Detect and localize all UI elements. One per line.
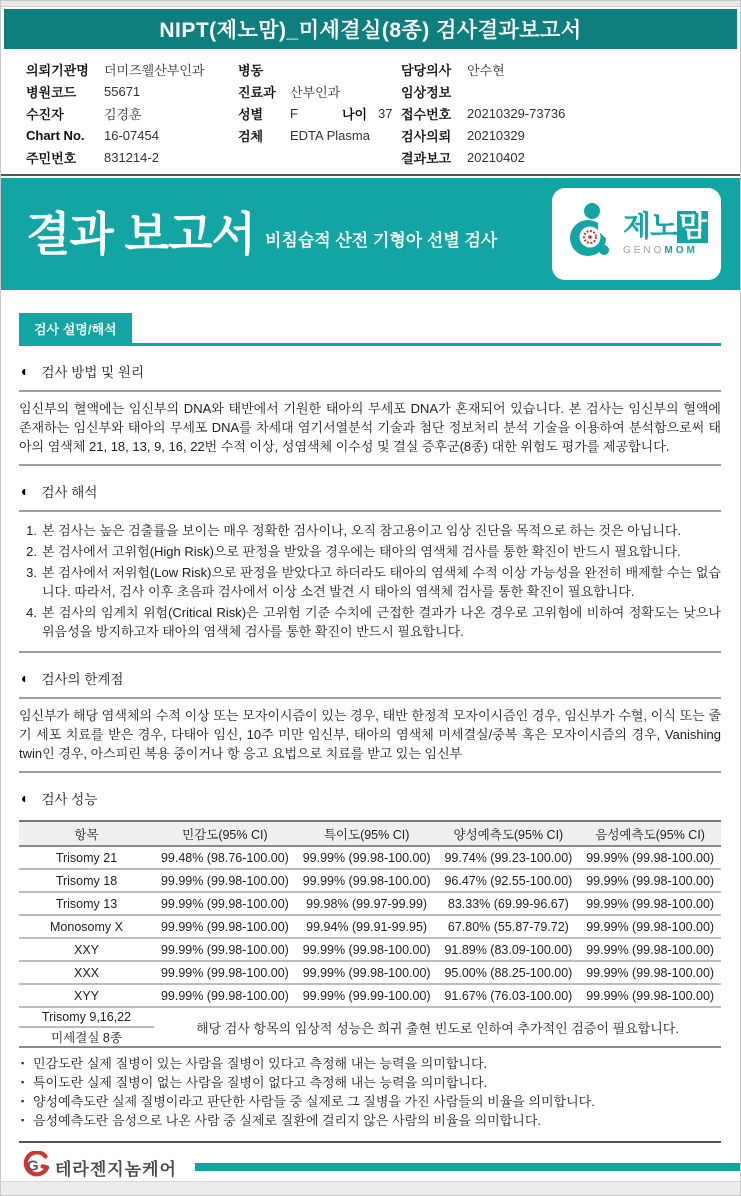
banner-subtitle: 비침습적 산전 기형아 선별 검사 <box>264 231 498 250</box>
footnote-text: 음성예측도란 음성으로 나온 사람 중 실제로 질환에 걸리지 않은 사람의 비율을 의미합니다. <box>33 1113 541 1128</box>
field-label: 수진자 <box>26 106 64 122</box>
footer-row <box>19 1153 740 1181</box>
section-method <box>19 361 721 466</box>
field-specimen <box>238 124 401 146</box>
table-cell: Trisomy 13 <box>19 892 154 915</box>
method-body: 임신부의 혈액에는 임신부의 DNA와 태반에서 기원한 태아의 무세포 DNA가 혼재되어 있습니다. 본 검사는 임신부의 혈액에 존재하는 임신부와 태아의 무세포 DNA를 차세대 염기서열분석 기술과 첨단 정보처리 분석 기술을 이용하여 분석함으로써 태아의 염색체 21, 18, 13, 9, 16, 22번 수적 이상, 성염색체 이수성 및 결실 증후군(8종) 대한 위험도 평가를 제공합니다. <box>19 401 721 454</box>
field-value: 더미즈웰산부인과 <box>104 62 205 78</box>
table-cell: XYY <box>19 984 154 1007</box>
table-cell: 99.99% (99.98-100.00) <box>296 961 438 984</box>
genomom-logo-inner <box>565 201 708 268</box>
table-row <box>19 869 721 892</box>
patient-info-col1 <box>26 58 238 168</box>
table-cell: 99.99% (99.98-100.00) <box>579 961 721 984</box>
table-cell: XXY <box>19 938 154 961</box>
table-cell: 67.80% (55.87-79.72) <box>438 915 580 938</box>
report-title: NIPT(제노맘)_미세결실(8종) 검사결과보고서 <box>159 19 582 42</box>
column-header: 음성예측도(95% CI) <box>579 821 721 846</box>
section-limitations <box>19 668 721 773</box>
field-label: 나이 <box>342 106 368 122</box>
half-circle-bullet-icon: ◐ <box>21 483 30 499</box>
table-cell: Trisomy 18 <box>19 869 154 892</box>
footnote <box>21 1111 721 1130</box>
banner-title: 결과 보고서 <box>26 208 255 260</box>
square-bullet-icon: ▪ <box>21 1077 25 1087</box>
field-label: 진료과 <box>238 84 276 100</box>
genomom-korean <box>622 210 708 243</box>
column-header: 양성예측도(95% CI) <box>438 821 580 846</box>
table-cell: 99.99% (99.98-100.00) <box>154 892 296 915</box>
result-banner <box>1 178 740 290</box>
table-cell: 99.99% (99.98-100.00) <box>296 938 438 961</box>
table-cell: 99.94% (99.91-99.95) <box>296 915 438 938</box>
list-item <box>19 603 721 641</box>
table-row <box>19 892 721 915</box>
field-label: 성별 <box>238 106 264 122</box>
field-patient-name <box>26 102 238 124</box>
half-circle-bullet-icon: ◐ <box>21 790 30 806</box>
field-sex-age <box>238 102 401 124</box>
table-cell: 99.99% (99.98-100.00) <box>154 961 296 984</box>
field-value: 55671 <box>104 83 141 99</box>
field-label: 주민번호 <box>26 150 77 166</box>
table-cell: 99.48% (98.76-100.00) <box>154 846 296 869</box>
table-cell: 96.47% (92.55-100.00) <box>438 869 580 892</box>
field-clinical-info <box>401 80 731 102</box>
field-label: 접수번호 <box>401 106 452 122</box>
field-resident-id <box>26 146 238 168</box>
field-value: 20210402 <box>467 149 525 165</box>
table-row <box>19 846 721 869</box>
table-cell: 83.33% (69.99-96.67) <box>438 892 580 915</box>
field-ward <box>238 58 401 80</box>
table-cell: 99.99% (99.98-100.00) <box>579 869 721 892</box>
field-label: 병원코드 <box>26 84 77 100</box>
table-row-special <box>19 1007 721 1027</box>
footnote <box>21 1092 721 1111</box>
field-value: 산부인과 <box>290 84 341 100</box>
patient-info <box>1 49 740 174</box>
limitations-body: 임신부가 해당 염색체의 수적 이상 또는 모자이시즘이 있는 경우, 태반 한정적 모자이시즘인 경우, 임신부가 수혈, 이식 또는 줄기 세포 치료를 받은 경우, 다태아 임신, 10주 미만 임신부, 태아의 염색체 미세결실/중복 혹은 모자이시즘의 경우, Vanishing twin인 경우, 아스피린 복용 중이거나 항 응고 요법으로 치료를 받고 있는 임신부 <box>19 708 721 761</box>
field-label: 의뢰기관명 <box>26 62 89 78</box>
field-accession-no <box>401 102 731 124</box>
theragen-g-icon <box>19 1151 49 1183</box>
limitations-body-block <box>19 697 721 773</box>
performance-table <box>19 820 721 1048</box>
field-value: 20210329 <box>467 127 525 143</box>
field-label: 검체 <box>238 128 264 144</box>
genomom-kr-suffix: 맘 <box>679 210 707 243</box>
field-label: 담당의사 <box>401 62 452 78</box>
patient-info-col2 <box>238 58 401 168</box>
section-title: 검사 해석 <box>41 485 98 500</box>
table-cell: 95.00% (88.25-100.00) <box>438 961 580 984</box>
table-cell: Monosomy X <box>19 915 154 938</box>
field-label: 검사의뢰 <box>401 128 452 144</box>
field-value: 37 <box>378 105 393 121</box>
section-tab: 검사 설명/해석 <box>19 313 132 343</box>
theragen-logo <box>19 1151 177 1183</box>
table-cell: 99.99% (99.98-100.00) <box>296 846 438 869</box>
table-cell: 99.99% (99.98-100.00) <box>579 915 721 938</box>
table-row <box>19 915 721 938</box>
list-item-number: 3. <box>26 565 37 580</box>
patient-info-col3 <box>401 58 731 168</box>
genomom-en-prefix: GENO <box>622 244 665 256</box>
list-item <box>19 542 721 561</box>
field-value: 16-07454 <box>104 127 159 143</box>
section-title: 검사의 한계점 <box>41 672 124 687</box>
report-title-bar <box>4 9 737 49</box>
divider <box>1 174 740 176</box>
column-header: 특이도(95% CI) <box>296 821 438 846</box>
interpretation-list-block <box>19 510 721 653</box>
genomom-english <box>623 245 708 256</box>
list-item-text: 본 검사의 임계치 위험(Critical Risk)은 고위험 기준 수치에 근접한 결과가 나온 경우로 고위험에 비하여 정확도는 낮으나 위음성을 방지하고자 태아의 염색체 검사를 통한 확진이 반드시 필요합니다. <box>42 605 721 639</box>
section-performance <box>19 788 721 1048</box>
field-doctor <box>401 58 731 80</box>
table-cell: 미세결실 8종 <box>19 1027 154 1047</box>
table-special-note: 해당 검사 항목의 임상적 성능은 희귀 출현 빈도로 인하여 추가적인 검증이 필요합니다. <box>154 1007 721 1047</box>
list-item-text: 본 검사는 높은 검출률을 보이는 매우 정확한 검사이나, 오직 참고용이고 임상 진단을 목적으로 하는 것은 아닙니다. <box>42 523 682 538</box>
list-item-text: 본 검사에서 저위험(Low Risk)으로 판정을 받았다고 하더라도 태아의 염색체 수적 이상 가능성을 완전히 배제할 수는 없습니다. 따라서, 검사 이후 초음파 검사에서 이상 소견 발견 시 태아의 염색체 검사를 통한 확진이 필요합니다. <box>42 565 721 599</box>
column-header: 항목 <box>19 821 154 846</box>
field-label: 병동 <box>238 62 264 78</box>
section-title: 검사 방법 및 원리 <box>41 365 145 380</box>
table-cell: 99.74% (99.23-100.00) <box>438 846 580 869</box>
half-circle-bullet-icon: ◐ <box>21 363 30 379</box>
footnote-text: 민감도란 실제 질병이 있는 사람을 질병이 있다고 측정해 내는 능력을 의미합니다. <box>33 1056 488 1071</box>
field-department <box>238 80 401 102</box>
field-value: F <box>290 105 298 121</box>
section-heading <box>19 788 721 808</box>
list-item-number: 4. <box>26 605 37 620</box>
table-cell: Trisomy 9,16,22 <box>19 1007 154 1027</box>
field-label: 임상정보 <box>401 84 452 100</box>
table-cell: Trisomy 21 <box>19 846 154 869</box>
footer-divider <box>19 1141 721 1143</box>
table-row <box>19 938 721 961</box>
field-label: 결과보고 <box>401 150 452 166</box>
table-cell: 91.67% (76.03-100.00) <box>438 984 580 1007</box>
table-row <box>19 984 721 1007</box>
footnote <box>21 1073 721 1092</box>
section-heading <box>19 481 721 501</box>
list-item <box>19 521 721 540</box>
field-value: 김경훈 <box>104 106 142 122</box>
section-tab-row <box>19 313 721 346</box>
footnote <box>21 1054 721 1073</box>
list-item-text: 본 검사에서 고위험(High Risk)으로 판정을 받았을 경우에는 태아의 염색체 검사를 통한 확진이 반드시 필요합니다. <box>42 544 681 559</box>
field-label: Chart No. <box>26 127 85 143</box>
square-bullet-icon: ▪ <box>21 1115 25 1125</box>
footer-teal-bar <box>195 1163 740 1171</box>
table-cell: 99.99% (99.98-100.00) <box>579 892 721 915</box>
footnote-text: 특이도란 실제 질병이 없는 사람을 질병이 없다고 측정해 내는 능력을 의미합니다. <box>33 1075 488 1090</box>
genomom-logo-text <box>622 210 708 256</box>
section-title: 검사 성능 <box>41 792 98 807</box>
bottom-strip <box>1 1181 740 1195</box>
square-bullet-icon: ▪ <box>21 1096 25 1106</box>
footnotes <box>21 1054 721 1130</box>
top-strip <box>1 1 740 7</box>
field-value: EDTA Plasma <box>290 127 370 143</box>
field-value: 20210329-73736 <box>467 105 566 121</box>
section-interpretation <box>19 481 721 653</box>
table-cell: 99.99% (99.98-100.00) <box>579 846 721 869</box>
field-value: 안수현 <box>467 62 505 78</box>
table-cell: 99.99% (99.98-100.00) <box>296 869 438 892</box>
field-chart-no <box>26 124 238 146</box>
field-value: 831214-2 <box>104 149 159 165</box>
table-cell: 99.99% (99.98-100.00) <box>154 984 296 1007</box>
section-heading <box>19 361 721 381</box>
table-cell: 99.99% (99.98-100.00) <box>154 869 296 892</box>
table-cell: 99.98% (99.97-99.99) <box>296 892 438 915</box>
footer-company-name: 테라젠지놈케어 <box>55 1159 177 1179</box>
column-header: 민감도(95% CI) <box>154 821 296 846</box>
genomom-en-suffix: MOM <box>664 244 698 256</box>
table-cell: 99.99% (99.98-100.00) <box>579 938 721 961</box>
list-item-number: 1. <box>26 523 37 538</box>
list-item <box>19 563 721 601</box>
table-cell: 99.99% (99.99-100.00) <box>296 984 438 1007</box>
footnote-text: 양성예측도란 실제 질병이라고 판단한 사람들 중 실제로 그 질병을 가진 사람들의 비율을 의미합니다. <box>33 1094 595 1109</box>
table-cell: 91.89% (83.09-100.00) <box>438 938 580 961</box>
table-cell: 99.99% (99.98-100.00) <box>579 984 721 1007</box>
table-cell: XXX <box>19 961 154 984</box>
section-heading <box>19 668 721 688</box>
field-hospital-code <box>26 80 238 102</box>
list-item-number: 2. <box>26 544 37 559</box>
banner-title-wrap <box>26 208 498 260</box>
mother-figure-icon <box>565 201 617 268</box>
svg-text:G: G <box>27 1157 39 1175</box>
genomom-logo <box>552 188 721 280</box>
field-referring-org <box>26 58 238 80</box>
method-body-block <box>19 390 721 466</box>
table-cell: 99.99% (99.98-100.00) <box>154 915 296 938</box>
field-request-date <box>401 124 731 146</box>
field-report-date <box>401 146 731 168</box>
table-cell: 99.99% (99.98-100.00) <box>154 938 296 961</box>
square-bullet-icon: ▪ <box>21 1058 25 1068</box>
page-footer <box>1 1141 740 1181</box>
table-header-row <box>19 821 721 846</box>
half-circle-bullet-icon: ◐ <box>21 670 30 686</box>
genomom-kr-prefix: 제노 <box>622 210 677 243</box>
table-row <box>19 961 721 984</box>
